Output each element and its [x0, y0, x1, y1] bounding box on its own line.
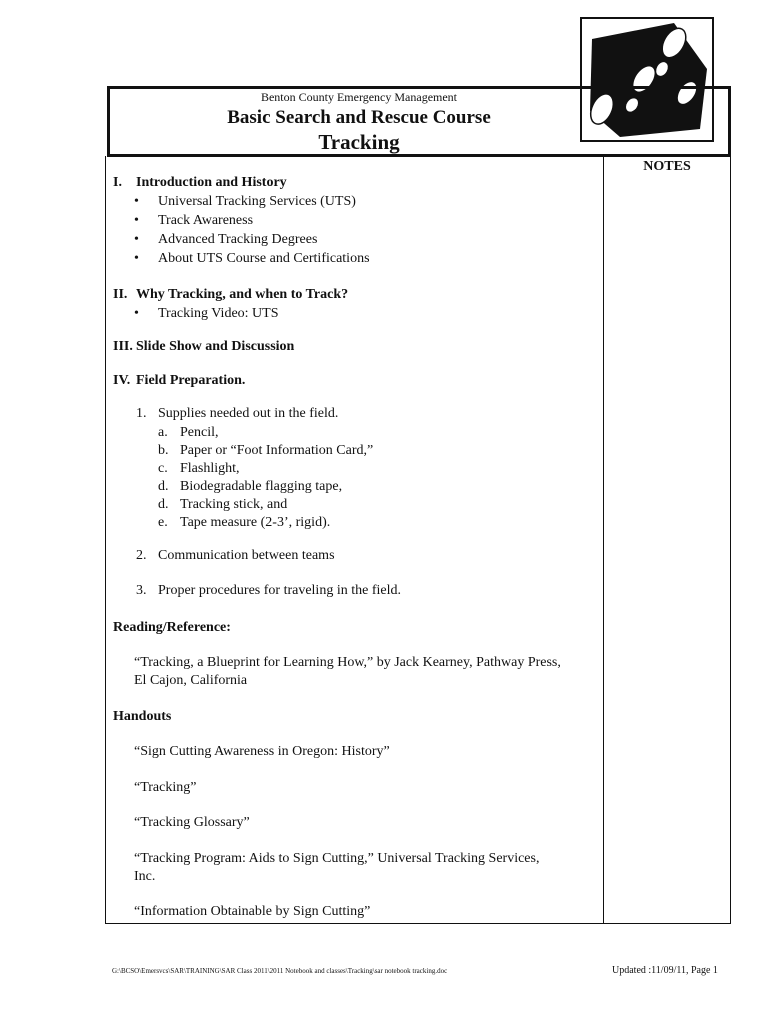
reading-line: El Cajon, California — [134, 673, 248, 688]
course-title: Basic Search and Rescue Course — [227, 107, 491, 128]
sub-letter: d. — [158, 497, 169, 512]
sub-item: Tracking stick, and — [180, 497, 288, 512]
sub-item: Flashlight, — [180, 461, 240, 476]
notes-divider — [603, 156, 604, 924]
handout-item: Inc. — [134, 869, 156, 884]
notes-label: NOTES — [643, 159, 691, 174]
handout-item: “Tracking Program: Aids to Sign Cutting,” Universal Tracking Services, — [134, 851, 540, 866]
handout-item: “Sign Cutting Awareness in Oregon: History” — [134, 744, 390, 759]
handout-item: “Information Obtainable by Sign Cutting” — [134, 904, 371, 919]
handout-item: “Tracking Glossary” — [134, 815, 250, 830]
section-number: II. — [113, 287, 128, 302]
section-title: Introduction and History — [136, 175, 287, 190]
reading-heading: Reading/Reference: — [113, 620, 231, 635]
handout-item: “Tracking” — [134, 780, 197, 795]
content-frame — [105, 156, 731, 924]
sub-item: Pencil, — [180, 425, 219, 440]
bullet-item: Universal Tracking Services (UTS) — [158, 194, 356, 209]
sub-letter: e. — [158, 515, 168, 530]
list-item: Proper procedures for traveling in the field. — [158, 583, 401, 598]
section-title: Field Preparation. — [136, 373, 246, 388]
sub-letter: b. — [158, 443, 169, 458]
bullet-dot-icon: • — [134, 251, 139, 266]
list-number: 2. — [136, 548, 147, 563]
sub-item: Paper or “Foot Information Card,” — [180, 443, 374, 458]
list-number: 3. — [136, 583, 147, 598]
sub-letter: c. — [158, 461, 168, 476]
sub-item: Biodegradable flagging tape, — [180, 479, 343, 494]
sub-letter: a. — [158, 425, 168, 440]
file-path: G:\BCSO\Emersvcs\SAR\TRAINING\SAR Class 2011\2011 Notebook and classes\Tracking\sar notebook tracking.doc — [112, 967, 448, 975]
section-number: III. — [113, 339, 133, 354]
list-item: Supplies needed out in the field. — [158, 406, 339, 421]
section-number: IV. — [113, 373, 131, 388]
section-title: Why Tracking, and when to Track? — [136, 287, 349, 302]
reading-line: “Tracking, a Blueprint for Learning How,” by Jack Kearney, Pathway Press, — [134, 655, 561, 670]
topic-title: Tracking — [318, 130, 400, 154]
organization-name: Benton County Emergency Management — [260, 90, 458, 104]
section-number: I. — [113, 175, 122, 190]
list-item: Communication between teams — [158, 548, 335, 563]
list-number: 1. — [136, 406, 147, 421]
bullet-dot-icon: • — [134, 306, 139, 321]
bullet-dot-icon: • — [134, 213, 139, 228]
handouts-heading: Handouts — [113, 709, 172, 724]
bullet-dot-icon: • — [134, 232, 139, 247]
bullet-item: Track Awareness — [158, 213, 254, 228]
bullet-dot-icon: • — [134, 194, 139, 209]
bullet-item: About UTS Course and Certifications — [158, 251, 370, 266]
bullet-item: Tracking Video: UTS — [158, 306, 279, 321]
sub-item: Tape measure (2-3’, rigid). — [180, 515, 331, 530]
bullet-item: Advanced Tracking Degrees — [158, 232, 318, 247]
updated-page: Updated :11/09/11, Page 1 — [612, 965, 718, 976]
document-header — [107, 86, 731, 157]
sub-letter: d. — [158, 479, 169, 494]
section-title: Slide Show and Discussion — [136, 339, 295, 354]
